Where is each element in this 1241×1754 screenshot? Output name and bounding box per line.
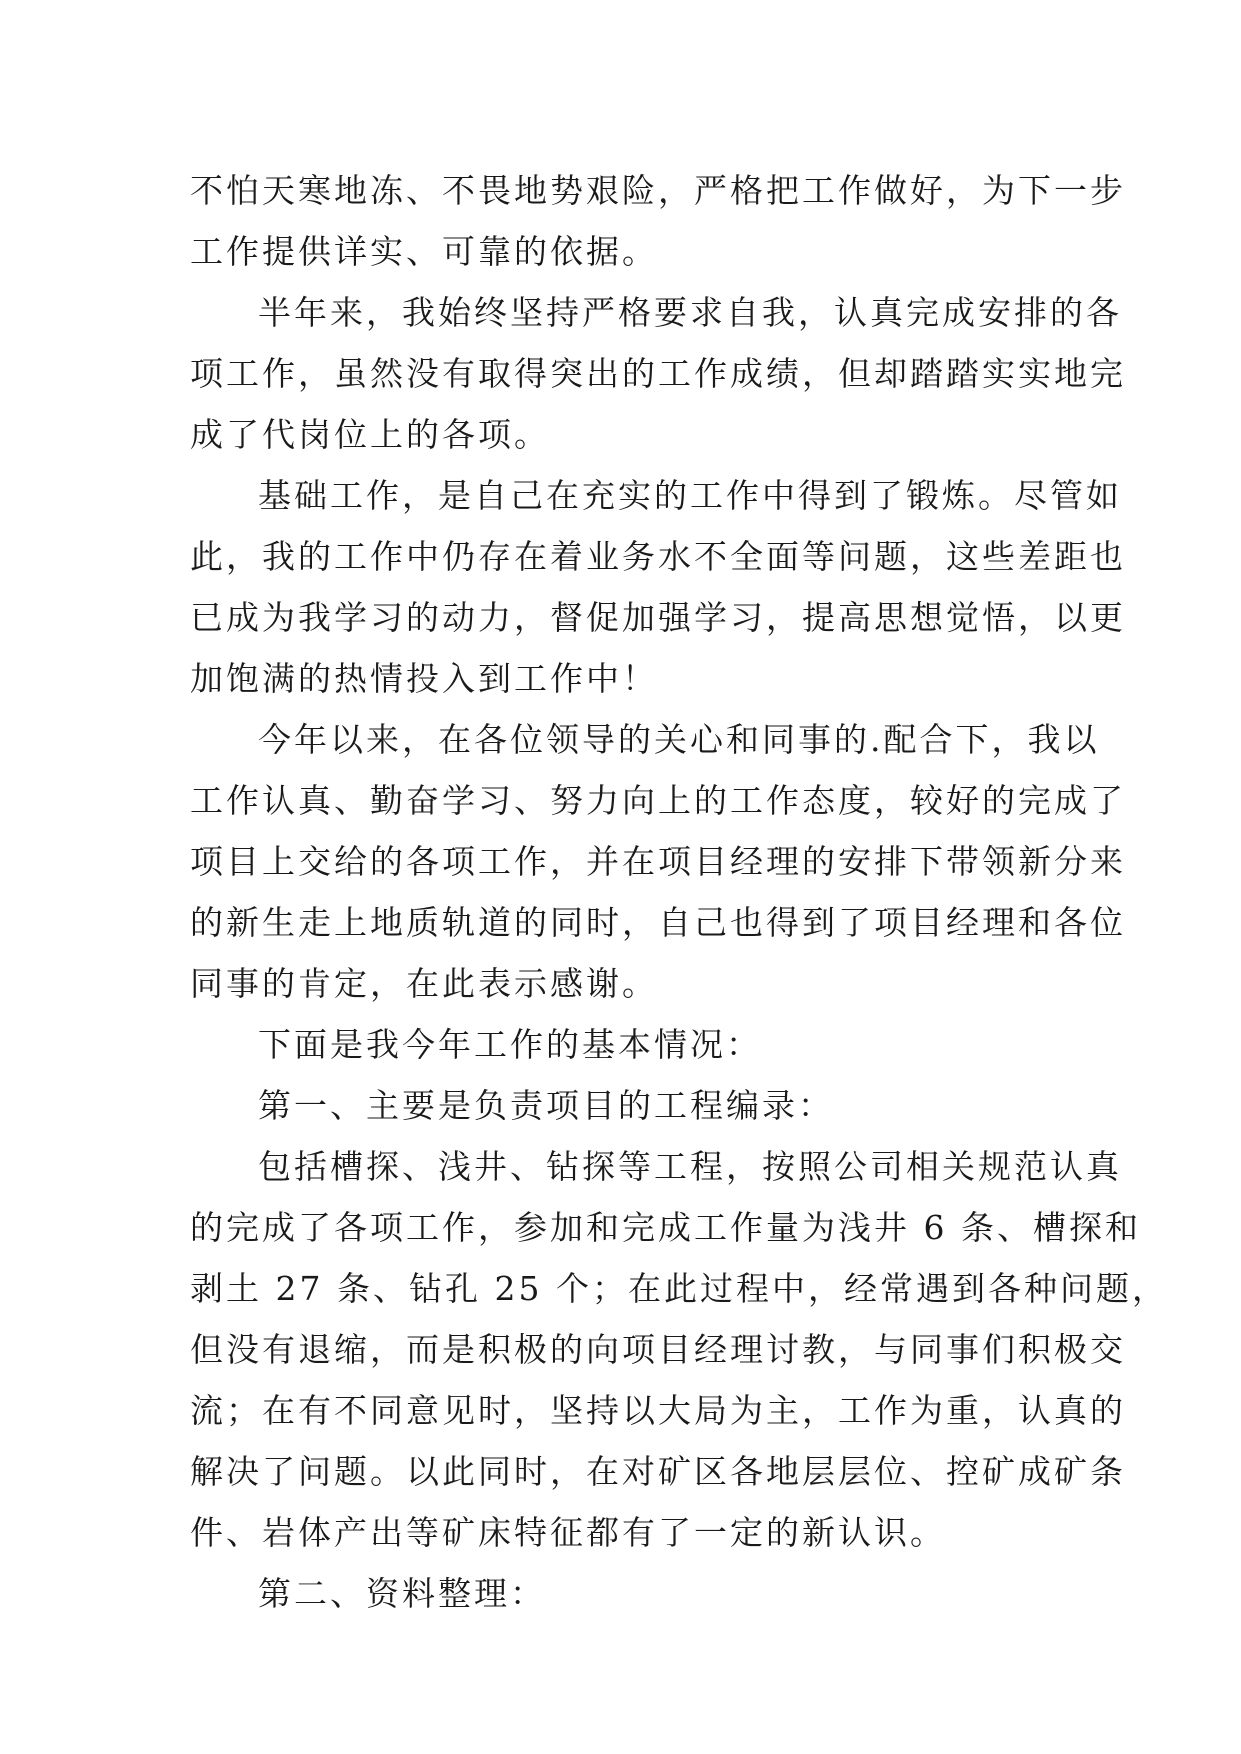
text-line: 同事的肯定，在此表示感谢。 (190, 964, 658, 1003)
text-line: 今年以来，在各位领导的关心和同事的.配合下，我以 (258, 720, 1100, 759)
text-line: 已成为我学习的动力，督促加强学习，提高思想觉悟，以更 (190, 598, 1126, 637)
text-line: 解决了问题。以此同时，在对矿区各地层层位、控矿成矿条 (190, 1452, 1126, 1491)
text-line: 半年来，我始终坚持严格要求自我，认真完成安排的各 (258, 293, 1122, 332)
text-line: 件、岩体产出等矿床特征都有了一定的新认识。 (190, 1513, 946, 1552)
text-line: 项工作，虽然没有取得突出的工作成绩，但却踏踏实实地完 (190, 354, 1126, 393)
text-line: 工作提供详实、可靠的依据。 (190, 232, 658, 271)
text-line: 加饱满的热情投入到工作中！ (190, 659, 658, 698)
text-line: 第一、主要是负责项目的工程编录： (258, 1086, 834, 1125)
text-line: 不怕天寒地冻、不畏地势艰险，严格把工作做好，为下一步 (190, 171, 1126, 210)
body-text (190, 160, 1168, 1624)
text-line: 的新生走上地质轨道的同时，自己也得到了项目经理和各位 (190, 903, 1126, 942)
text-line: 基础工作，是自己在充实的工作中得到了锻炼。尽管如 (258, 476, 1122, 515)
text-line: 工作认真、勤奋学习、努力向上的工作态度，较好的完成了 (190, 781, 1126, 820)
text-line: 流；在有不同意见时，坚持以大局为主，工作为重，认真的 (190, 1391, 1126, 1430)
text-line: 成了代岗位上的各项。 (190, 415, 550, 454)
text-line: 下面是我今年工作的基本情况： (258, 1025, 762, 1064)
text-line: 但没有退缩，而是积极的向项目经理讨教，与同事们积极交 (190, 1330, 1126, 1369)
text-line: 包括槽探、浅井、钻探等工程，按照公司相关规范认真 (258, 1147, 1122, 1186)
text-line: 项目上交给的各项工作，并在项目经理的安排下带领新分来 (190, 842, 1126, 881)
text-line: 此，我的工作中仍存在着业务水不全面等问题，这些差距也 (190, 537, 1126, 576)
text-line: 剥土 27 条、钻孔 25 个；在此过程中，经常遇到各种问题， (190, 1269, 1168, 1308)
text-line: 的完成了各项工作，参加和完成工作量为浅井 6 条、槽探和 (190, 1208, 1141, 1247)
text-line: 第二、资料整理： (258, 1574, 546, 1613)
